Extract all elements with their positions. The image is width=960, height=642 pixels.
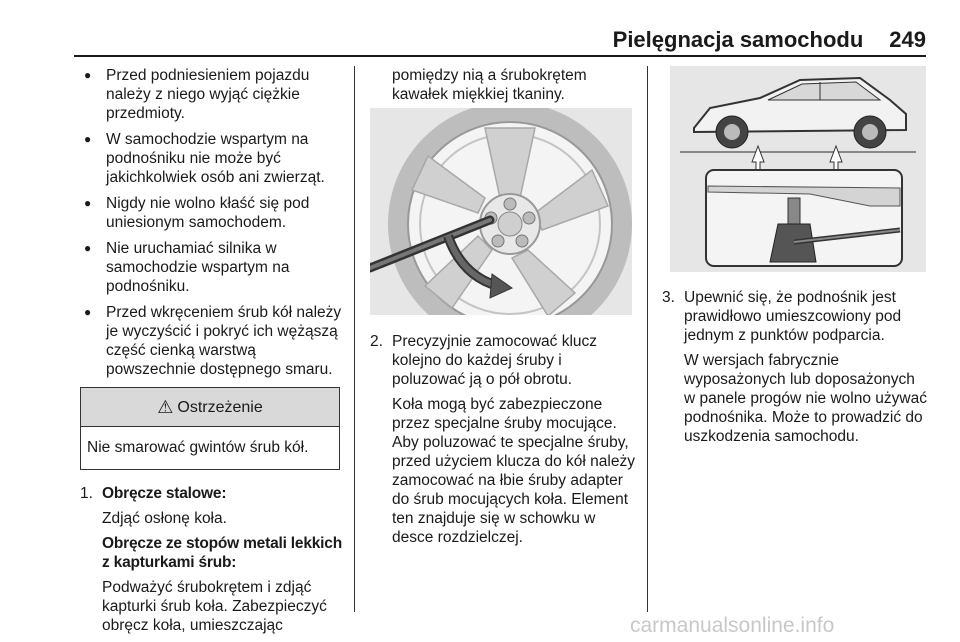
step-1-continued: pomiędzy nią a śrubokrętem kawałek miękkiej tkaniny. xyxy=(392,67,587,103)
car-jack-icon xyxy=(670,66,926,272)
step-number: 1. xyxy=(80,485,93,502)
page-header xyxy=(613,27,926,53)
step-1 xyxy=(80,484,342,635)
wheel-wrench-illustration xyxy=(370,108,632,315)
warning-triangle-icon: ⚠ xyxy=(157,396,174,417)
step-text: W wersjach fabrycznie wyposażonych lub doposażonych w panele progów nie wolno używać podnośnika. Może to prowadzić do uszkodzenia samochodu. xyxy=(684,352,927,445)
step-number: 2. xyxy=(370,333,383,350)
step-2 xyxy=(370,332,635,547)
list-item: ● Przed wkręceniem śrub kół należy je wyczyścić i pokryć ich wężąszą część cienką warstwą powszechnie dostępnego smaru. xyxy=(80,303,342,379)
step-text: Koła mogą być zabezpieczone przez specjalne śruby mocujące. Aby poluzować te specjalne śruby, przed użyciem klucza do kół należy zamocować na łbie śruby adapter do śrub mocujących koła. Element ten znajduje się w schowku w desce rozdzielczej. xyxy=(392,396,635,546)
jack-points-illustration xyxy=(670,66,926,272)
warning-header xyxy=(81,388,339,427)
warning-title: Ostrzeżenie xyxy=(177,398,263,416)
list-item: ● W samochodzie wspartym na podnośniku nie może być jakichkolwiek osób ani zwierząt. xyxy=(80,130,342,187)
column-divider-1 xyxy=(354,66,355,612)
precaution-list xyxy=(80,66,342,379)
list-item: ● Nigdy nie wolno kłaść się pod uniesionym samochodem. xyxy=(80,194,342,232)
watermark: carmanualsonline.info xyxy=(630,614,835,637)
page-number: 249 xyxy=(889,27,926,52)
step-3 xyxy=(662,288,930,446)
step-number: 3. xyxy=(662,289,675,306)
warning-text: Nie smarować gwintów śrub kół. xyxy=(87,439,309,456)
step-text: Upewnić się, że podnośnik jest prawidłowo umieszcowiony pod jednym z punktów podparcia. xyxy=(684,289,902,344)
step-text: Zdjąć osłonę koła. xyxy=(102,510,227,527)
wheel-wrench-icon xyxy=(370,108,632,315)
page-title: Pielęgnacja samochodu xyxy=(612,27,864,52)
list-item: ● Nie uruchamiać silnika w samochodzie wspartym na podnośniku. xyxy=(80,239,342,296)
step-text: Precyzyjnie zamocować klucz kolejno do każdej śruby i poluzować ją o pół obrotu. xyxy=(392,333,598,388)
column-divider-2 xyxy=(647,66,648,612)
step-heading: Obręcze stalowe: xyxy=(102,485,227,502)
list-item: ● Przed podniesieniem pojazdu należy z niego wyjąć ciężkie przedmioty. xyxy=(80,66,342,123)
step-text: Podważyć śrubokrętem i zdjąć kapturki śrub koła. Zabezpieczyć obręcz koła, umieszczając xyxy=(102,579,327,634)
step-subheading: Obręcze ze stopów metali lekkich z kapturkami śrub: xyxy=(102,535,342,571)
header-rule xyxy=(74,55,926,57)
column-left xyxy=(80,66,342,641)
warning-box xyxy=(80,387,340,470)
